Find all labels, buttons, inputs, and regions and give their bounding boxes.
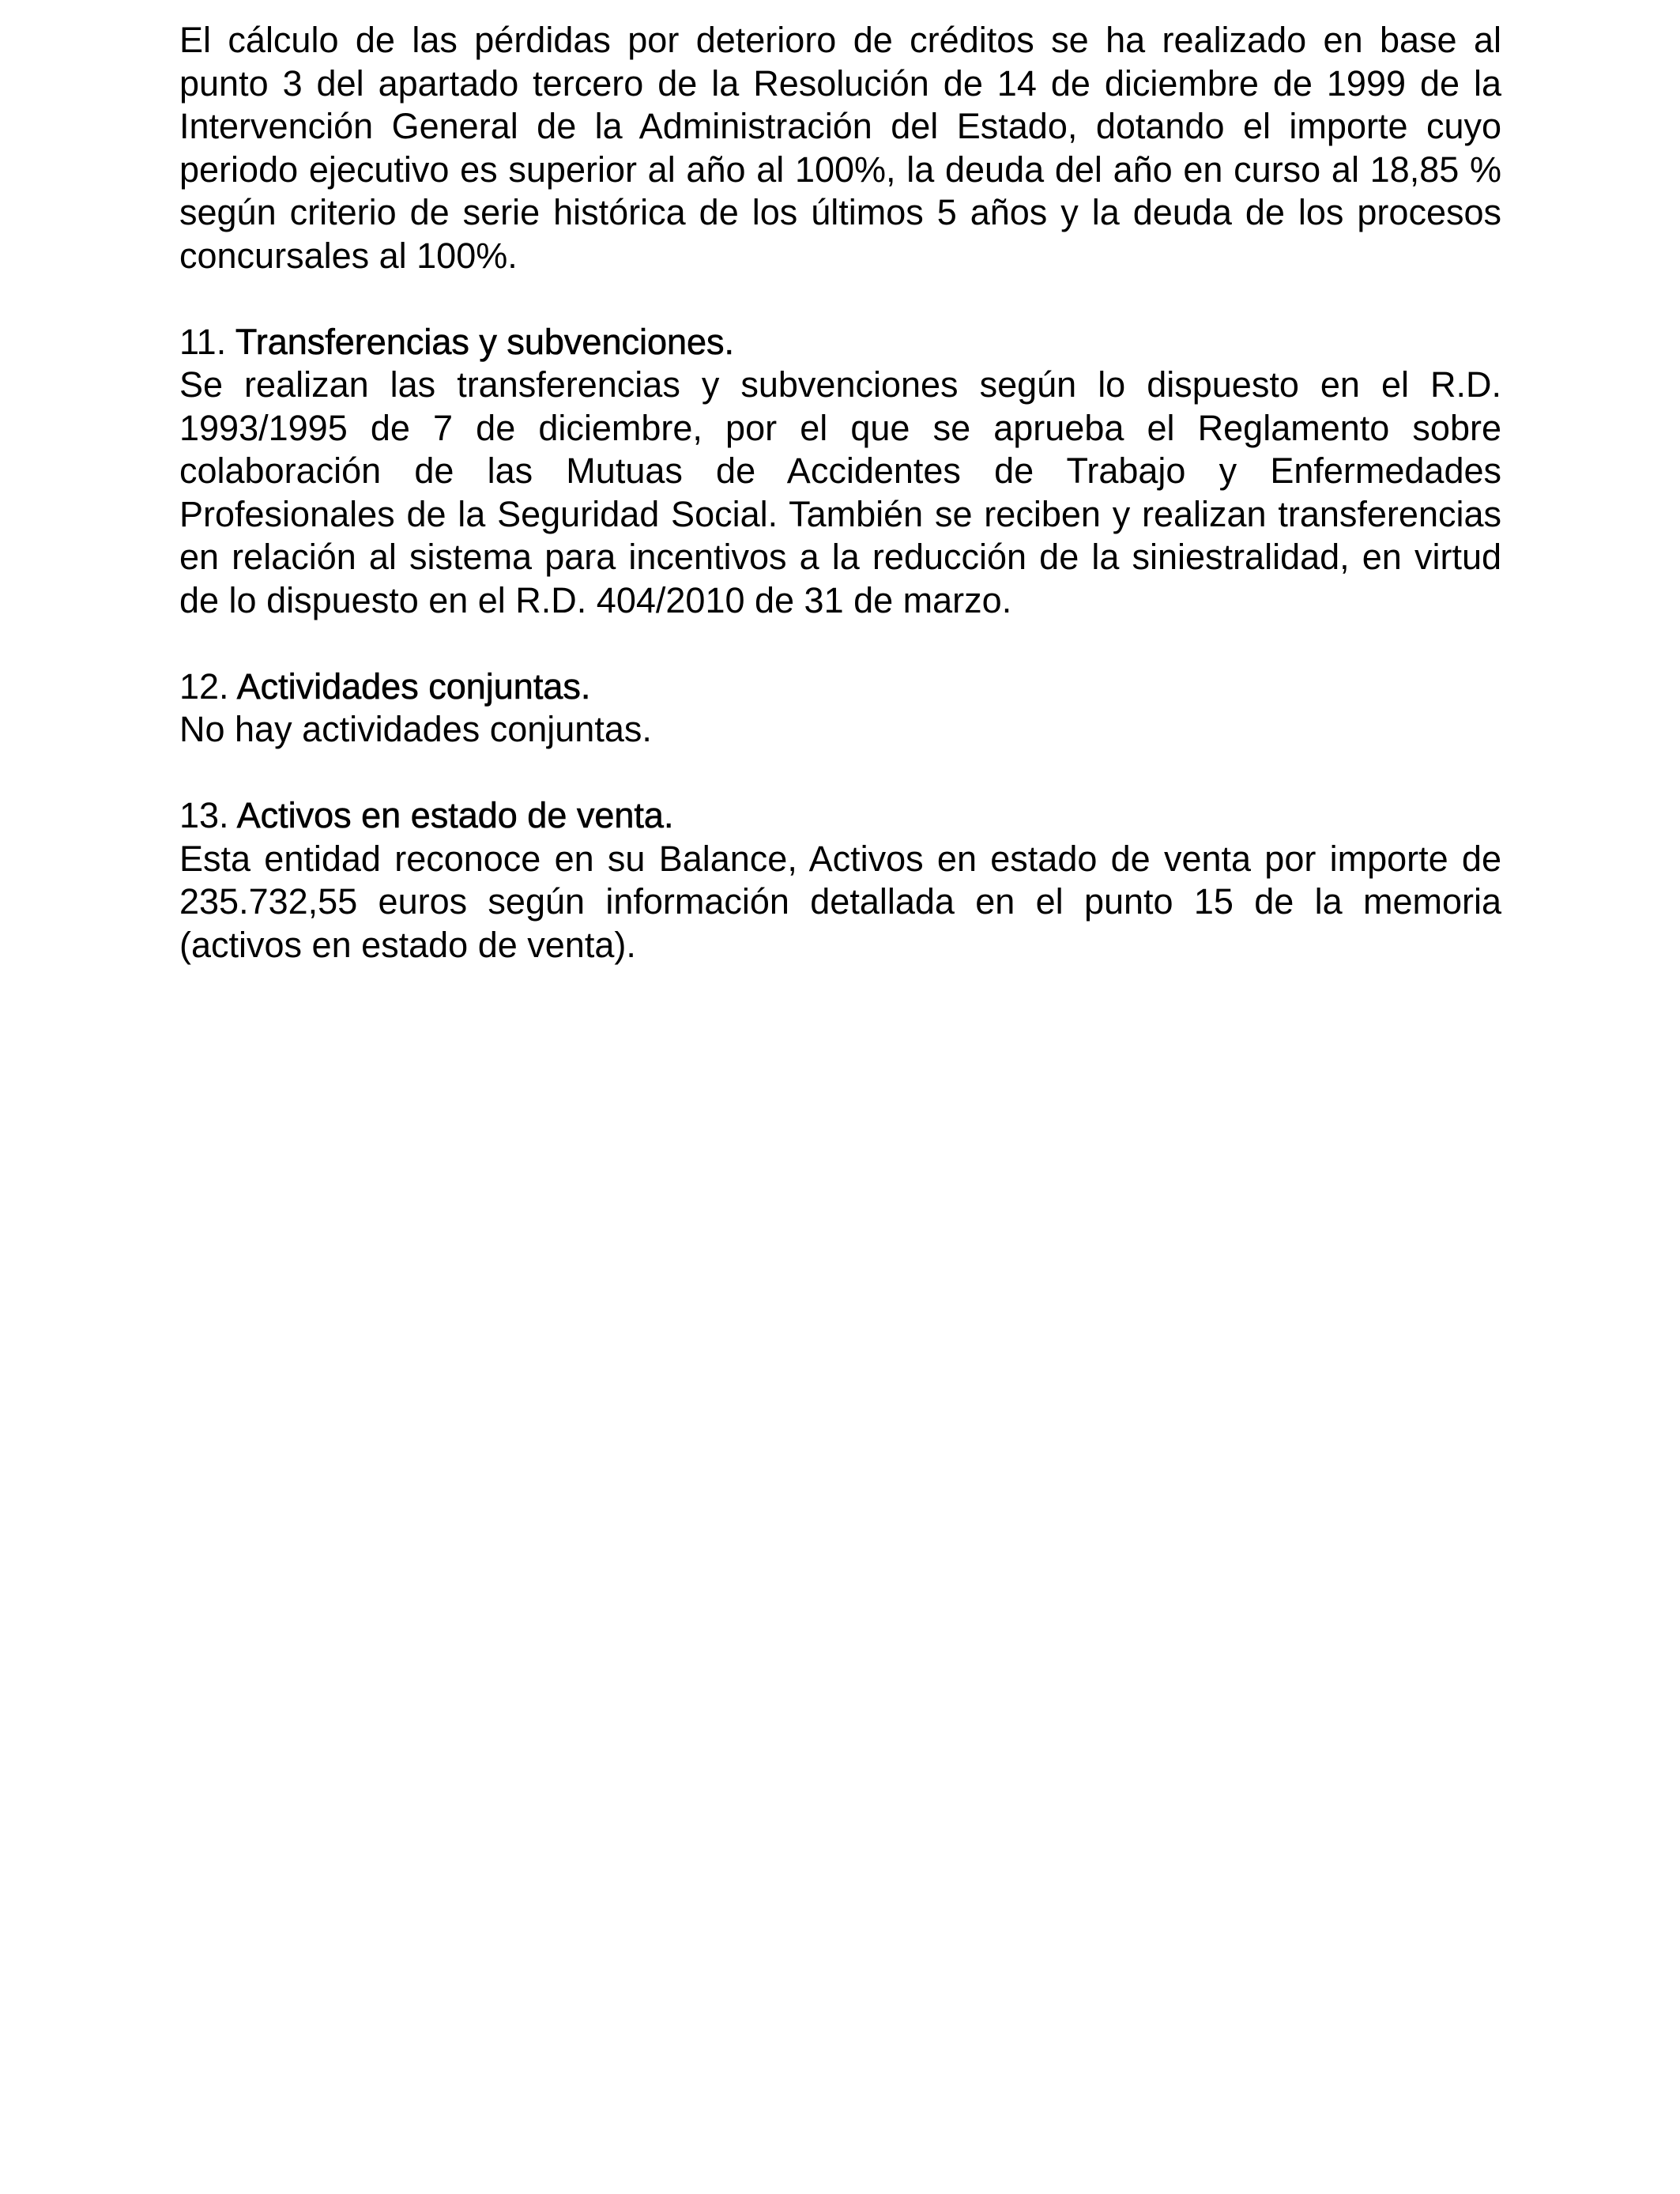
section-actividades-conjuntas [179, 665, 1501, 752]
section-number: 12. [179, 665, 229, 707]
section-heading [179, 321, 1501, 364]
section-body: No hay actividades conjuntas. [179, 709, 652, 749]
section-title: Transferencias y subvenciones. [235, 321, 735, 362]
section-heading [179, 794, 1501, 838]
section-heading [179, 665, 1501, 709]
section-number: 11. [179, 321, 227, 362]
section-activos-en-venta [179, 794, 1501, 967]
section-body: Esta entidad reconoce en su Balance, Activos en estado de venta por importe de 235.732,55 euros según información detallada en el punto 15 de la memoria (activos en estado de venta). [179, 838, 1501, 965]
section-title: Actividades conjuntas. [236, 665, 591, 707]
section-title: Activos en estado de venta. [236, 795, 674, 835]
section-number: 13. [179, 795, 229, 835]
section-transferencias [179, 321, 1501, 623]
section-body: Se realizan las transferencias y subvenciones según lo dispuesto en el R.D. 1993/1995 de 7 de diciembre, por el que se aprueba el Reglamento sobre colaboración de las Mutuas de Accidentes de Trabajo y Enfermedades Profesionales de la Seguridad Social. También se reciben y realizan transferencias en relación al sistema para incentivos a la reducción de la siniestralidad, en virtud de lo dispuesto en el R.D. 404/2010 de 31 de marzo. [179, 364, 1501, 620]
intro-paragraph: El cálculo de las pérdidas por deterioro de créditos se ha realizado en base al punto 3 del apartado tercero de la Resolución de 14 de diciembre de 1999 de la Intervención General de la Administración del Estado, dotando el importe cuyo periodo ejecutivo es superior al año al 100%, la deuda del año en curso al 18,85 % según criterio de serie histórica de los últimos 5 años y la deuda de los procesos concursales al 100%. [179, 20, 1501, 276]
document-page [179, 19, 1501, 967]
